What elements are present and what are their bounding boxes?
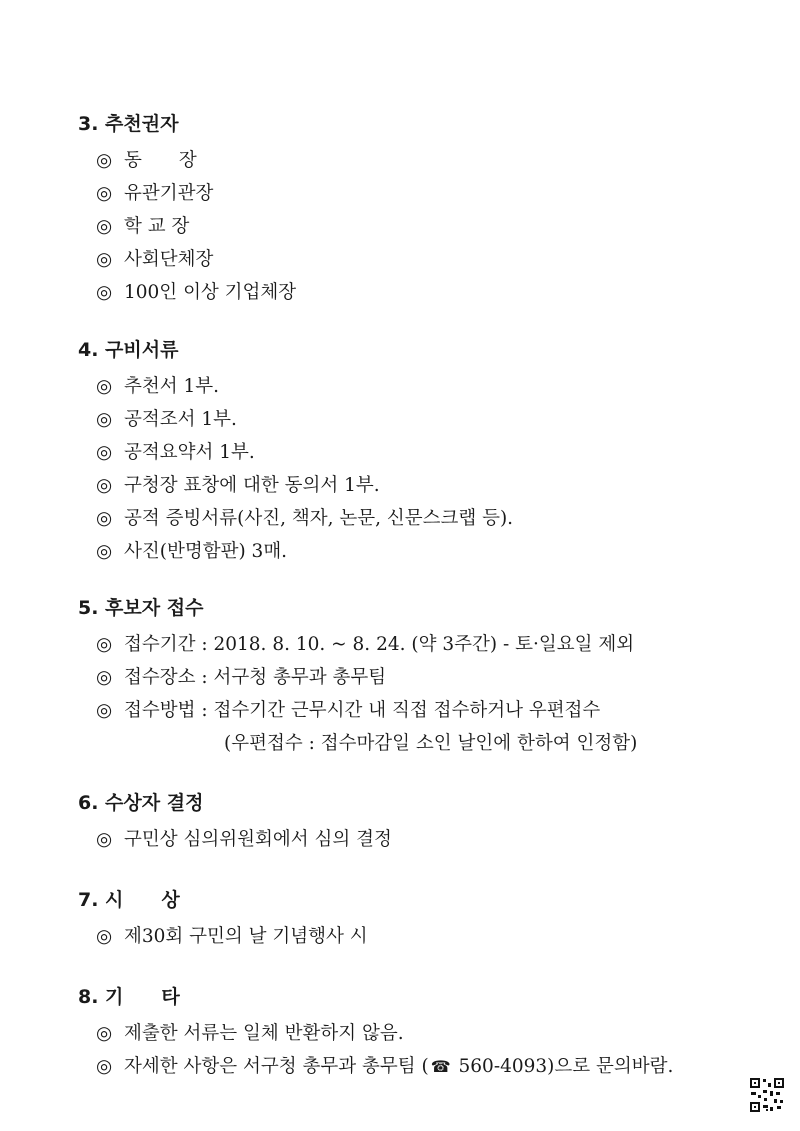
section-award-ceremony [78, 887, 758, 953]
section-heading: 7. 시 상 [78, 889, 180, 911]
section-heading: 5. 후보자 접수 [78, 597, 204, 619]
section-winner-decision [78, 790, 758, 856]
qr-code-icon [750, 1078, 784, 1112]
item-text: 사회단체장 [124, 249, 214, 270]
contact-text-after: 560-4093)으로 문의바람. [452, 1056, 674, 1077]
item-text: 접수방법 : 접수기간 근무시간 내 직접 접수하거나 우편접수 [124, 700, 601, 721]
section-required-documents [78, 337, 758, 568]
list-item [78, 628, 758, 661]
phone-icon: ☎ [430, 1057, 451, 1076]
item-text: 100인 이상 기업체장 [124, 282, 297, 303]
bullet-icon: ◎ [96, 829, 113, 850]
bullet-icon: ◎ [96, 475, 113, 496]
list-item [78, 436, 758, 469]
contact-text-before: 자세한 사항은 서구청 총무과 총무팀 ( [124, 1056, 429, 1077]
bullet-icon: ◎ [96, 442, 113, 463]
bullet-icon: ◎ [96, 508, 113, 529]
bullet-icon: ◎ [96, 376, 113, 397]
list-item [78, 276, 758, 309]
list-item [78, 177, 758, 210]
section-heading: 6. 수상자 결정 [78, 792, 204, 814]
list-item [78, 823, 758, 856]
item-text: 추천서 1부. [124, 376, 220, 397]
list-item [78, 469, 758, 502]
bullet-icon: ◎ [96, 1023, 113, 1044]
item-text: 학 교 장 [124, 216, 190, 237]
item-text: 접수장소 : 서구청 총무과 총무팀 [124, 667, 387, 688]
list-item [78, 694, 758, 727]
item-text: 공적조서 1부. [124, 409, 237, 430]
item-text: 공적 증빙서류(사진, 책자, 논문, 신문스크랩 등). [124, 508, 514, 529]
bullet-icon: ◎ [96, 216, 113, 237]
bullet-icon: ◎ [96, 541, 113, 562]
bullet-icon: ◎ [96, 150, 113, 171]
item-text: 구민상 심의위원회에서 심의 결정 [124, 829, 392, 850]
contact-item [78, 1050, 758, 1083]
item-text: 구청장 표창에 대한 동의서 1부. [124, 475, 380, 496]
item-text: 동 장 [124, 150, 197, 171]
item-text: 사진(반명함판) 3매. [124, 541, 288, 562]
list-item [78, 1017, 758, 1050]
list-item [78, 243, 758, 276]
bullet-icon: ◎ [96, 409, 113, 430]
list-item [78, 920, 758, 953]
list-item [78, 210, 758, 243]
section-candidate-submission [78, 595, 758, 760]
item-text: 유관기관장 [124, 183, 214, 204]
item-text: 접수기간 : 2018. 8. 10. ~ 8. 24. (약 3주간) - 토·일요일 제외 [124, 634, 635, 655]
bullet-icon: ◎ [96, 183, 113, 204]
bullet-icon: ◎ [96, 1056, 113, 1077]
item-text: 공적요약서 1부. [124, 442, 255, 463]
bullet-icon: ◎ [96, 249, 113, 270]
bullet-icon: ◎ [96, 667, 113, 688]
item-text: 제30회 구민의 날 기념행사 시 [124, 926, 368, 947]
item-continuation: (우편접수 : 접수마감일 소인 날인에 한하여 인정함) [224, 733, 638, 754]
item-text: 제출한 서류는 일체 반환하지 않음. [124, 1023, 404, 1044]
section-heading: 8. 기 타 [78, 986, 180, 1008]
list-item [78, 535, 758, 568]
section-other [78, 984, 758, 1083]
bullet-icon: ◎ [96, 634, 113, 655]
list-item [78, 661, 758, 694]
list-item [78, 403, 758, 436]
bullet-icon: ◎ [96, 926, 113, 947]
section-heading: 4. 구비서류 [78, 339, 179, 361]
section-recommenders [78, 111, 758, 309]
list-item [78, 370, 758, 403]
list-item [78, 502, 758, 535]
section-heading: 3. 추천권자 [78, 113, 179, 135]
list-item [78, 144, 758, 177]
bullet-icon: ◎ [96, 700, 113, 721]
bullet-icon: ◎ [96, 282, 113, 303]
